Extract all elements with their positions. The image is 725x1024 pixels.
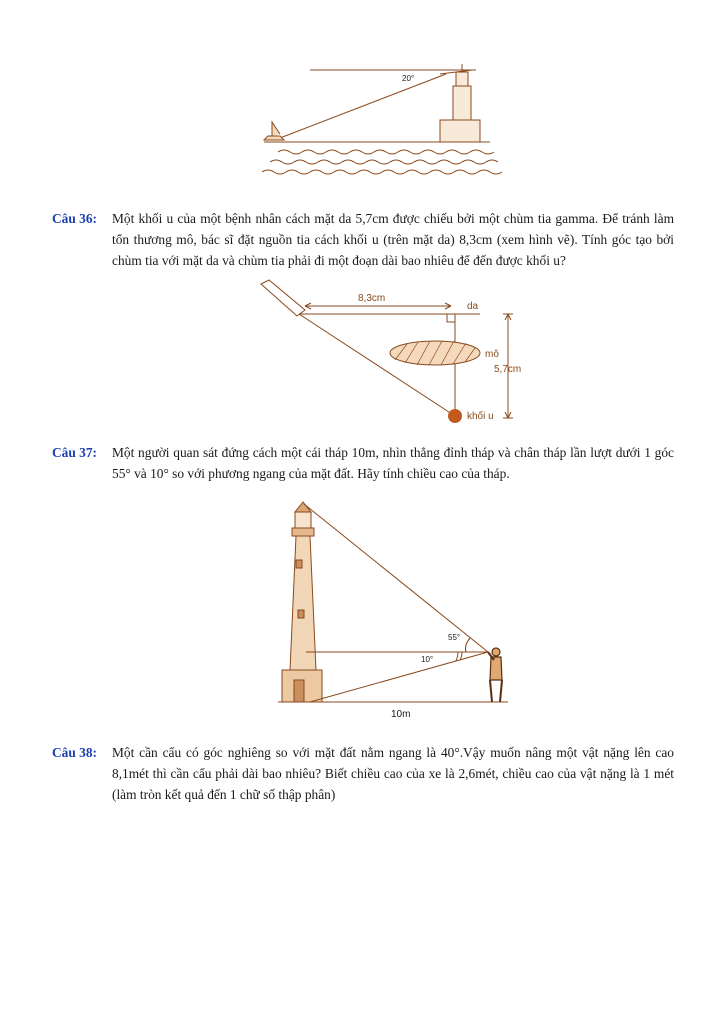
angle-55-label: 55° xyxy=(448,633,461,642)
question-text: Một người quan sát đứng cách một cái tháp 10m, nhìn thẳng đỉnh tháp và chân tháp lần lượt dưới 1 góc 55° và 10° so với phương ngang của mặt đất. Hãy tính chiều cao của tháp. xyxy=(112,445,674,481)
figure-lighthouse-boat xyxy=(250,60,520,180)
tower-shaft xyxy=(290,536,316,670)
figure-tumor xyxy=(255,278,530,428)
waves xyxy=(262,150,502,174)
right-angle-mark xyxy=(447,314,455,322)
question-38 xyxy=(52,742,674,805)
question-label: Câu 37: xyxy=(52,445,98,460)
question-label: Câu 36: xyxy=(52,211,98,226)
radiation-source xyxy=(261,280,305,316)
distance-8-3cm-label: 8,3cm xyxy=(358,293,386,304)
boat xyxy=(264,122,284,140)
depth-5-7cm-label: 5,7cm xyxy=(494,364,522,375)
lighthouse-body xyxy=(453,86,471,120)
question-37 xyxy=(52,442,674,484)
angle-10-label: 10° xyxy=(421,655,434,664)
figure-tower xyxy=(276,500,516,722)
question-text: Một khối u của một bệnh nhân cách mặt da 5,7cm được chiếu bởi một chùm tia gamma. Để tránh làm tổn thương mô, bác sĩ đặt nguồn tia cách khối u (trên mặt da) 8,3cm (xem hình vẽ). Tính góc tạo bởi chùm tia với mặt da và chùm tia phải đi một đoạn dài bao nhiêu để đến được khối u? xyxy=(112,211,674,268)
tissue-region xyxy=(390,341,480,365)
tissue-label: mô xyxy=(485,349,499,360)
skin-label: da xyxy=(467,301,479,312)
sight-line-top xyxy=(304,504,488,652)
observer xyxy=(488,648,502,702)
depression-line xyxy=(280,74,446,138)
question-36 xyxy=(52,208,674,271)
question-label: Câu 38: xyxy=(52,745,98,760)
angle-arc-55 xyxy=(466,638,471,652)
angle-20-label: 20° xyxy=(402,74,415,83)
tower-lantern xyxy=(295,512,311,528)
question-text: Một cần cẩu có góc nghiêng so với mặt đất nằm ngang là 40°.Vậy muốn nâng một vật nặng lên cao 8,1mét thì cần cẩu phải dài bao nhiêu? Biết chiều cao của xe là 2,6mét, chiều cao của vật nặng là 1 mét (làm tròn kết quả đến 1 chữ số thập phân) xyxy=(112,745,674,802)
tower-gallery xyxy=(292,528,314,536)
lighthouse-base xyxy=(440,120,480,142)
tumor-label: khối u xyxy=(467,411,494,422)
lighthouse-lamp xyxy=(456,72,468,86)
tumor-dot xyxy=(448,409,462,423)
distance-10m-label: 10m xyxy=(391,709,411,720)
sight-line-bottom xyxy=(310,652,488,702)
